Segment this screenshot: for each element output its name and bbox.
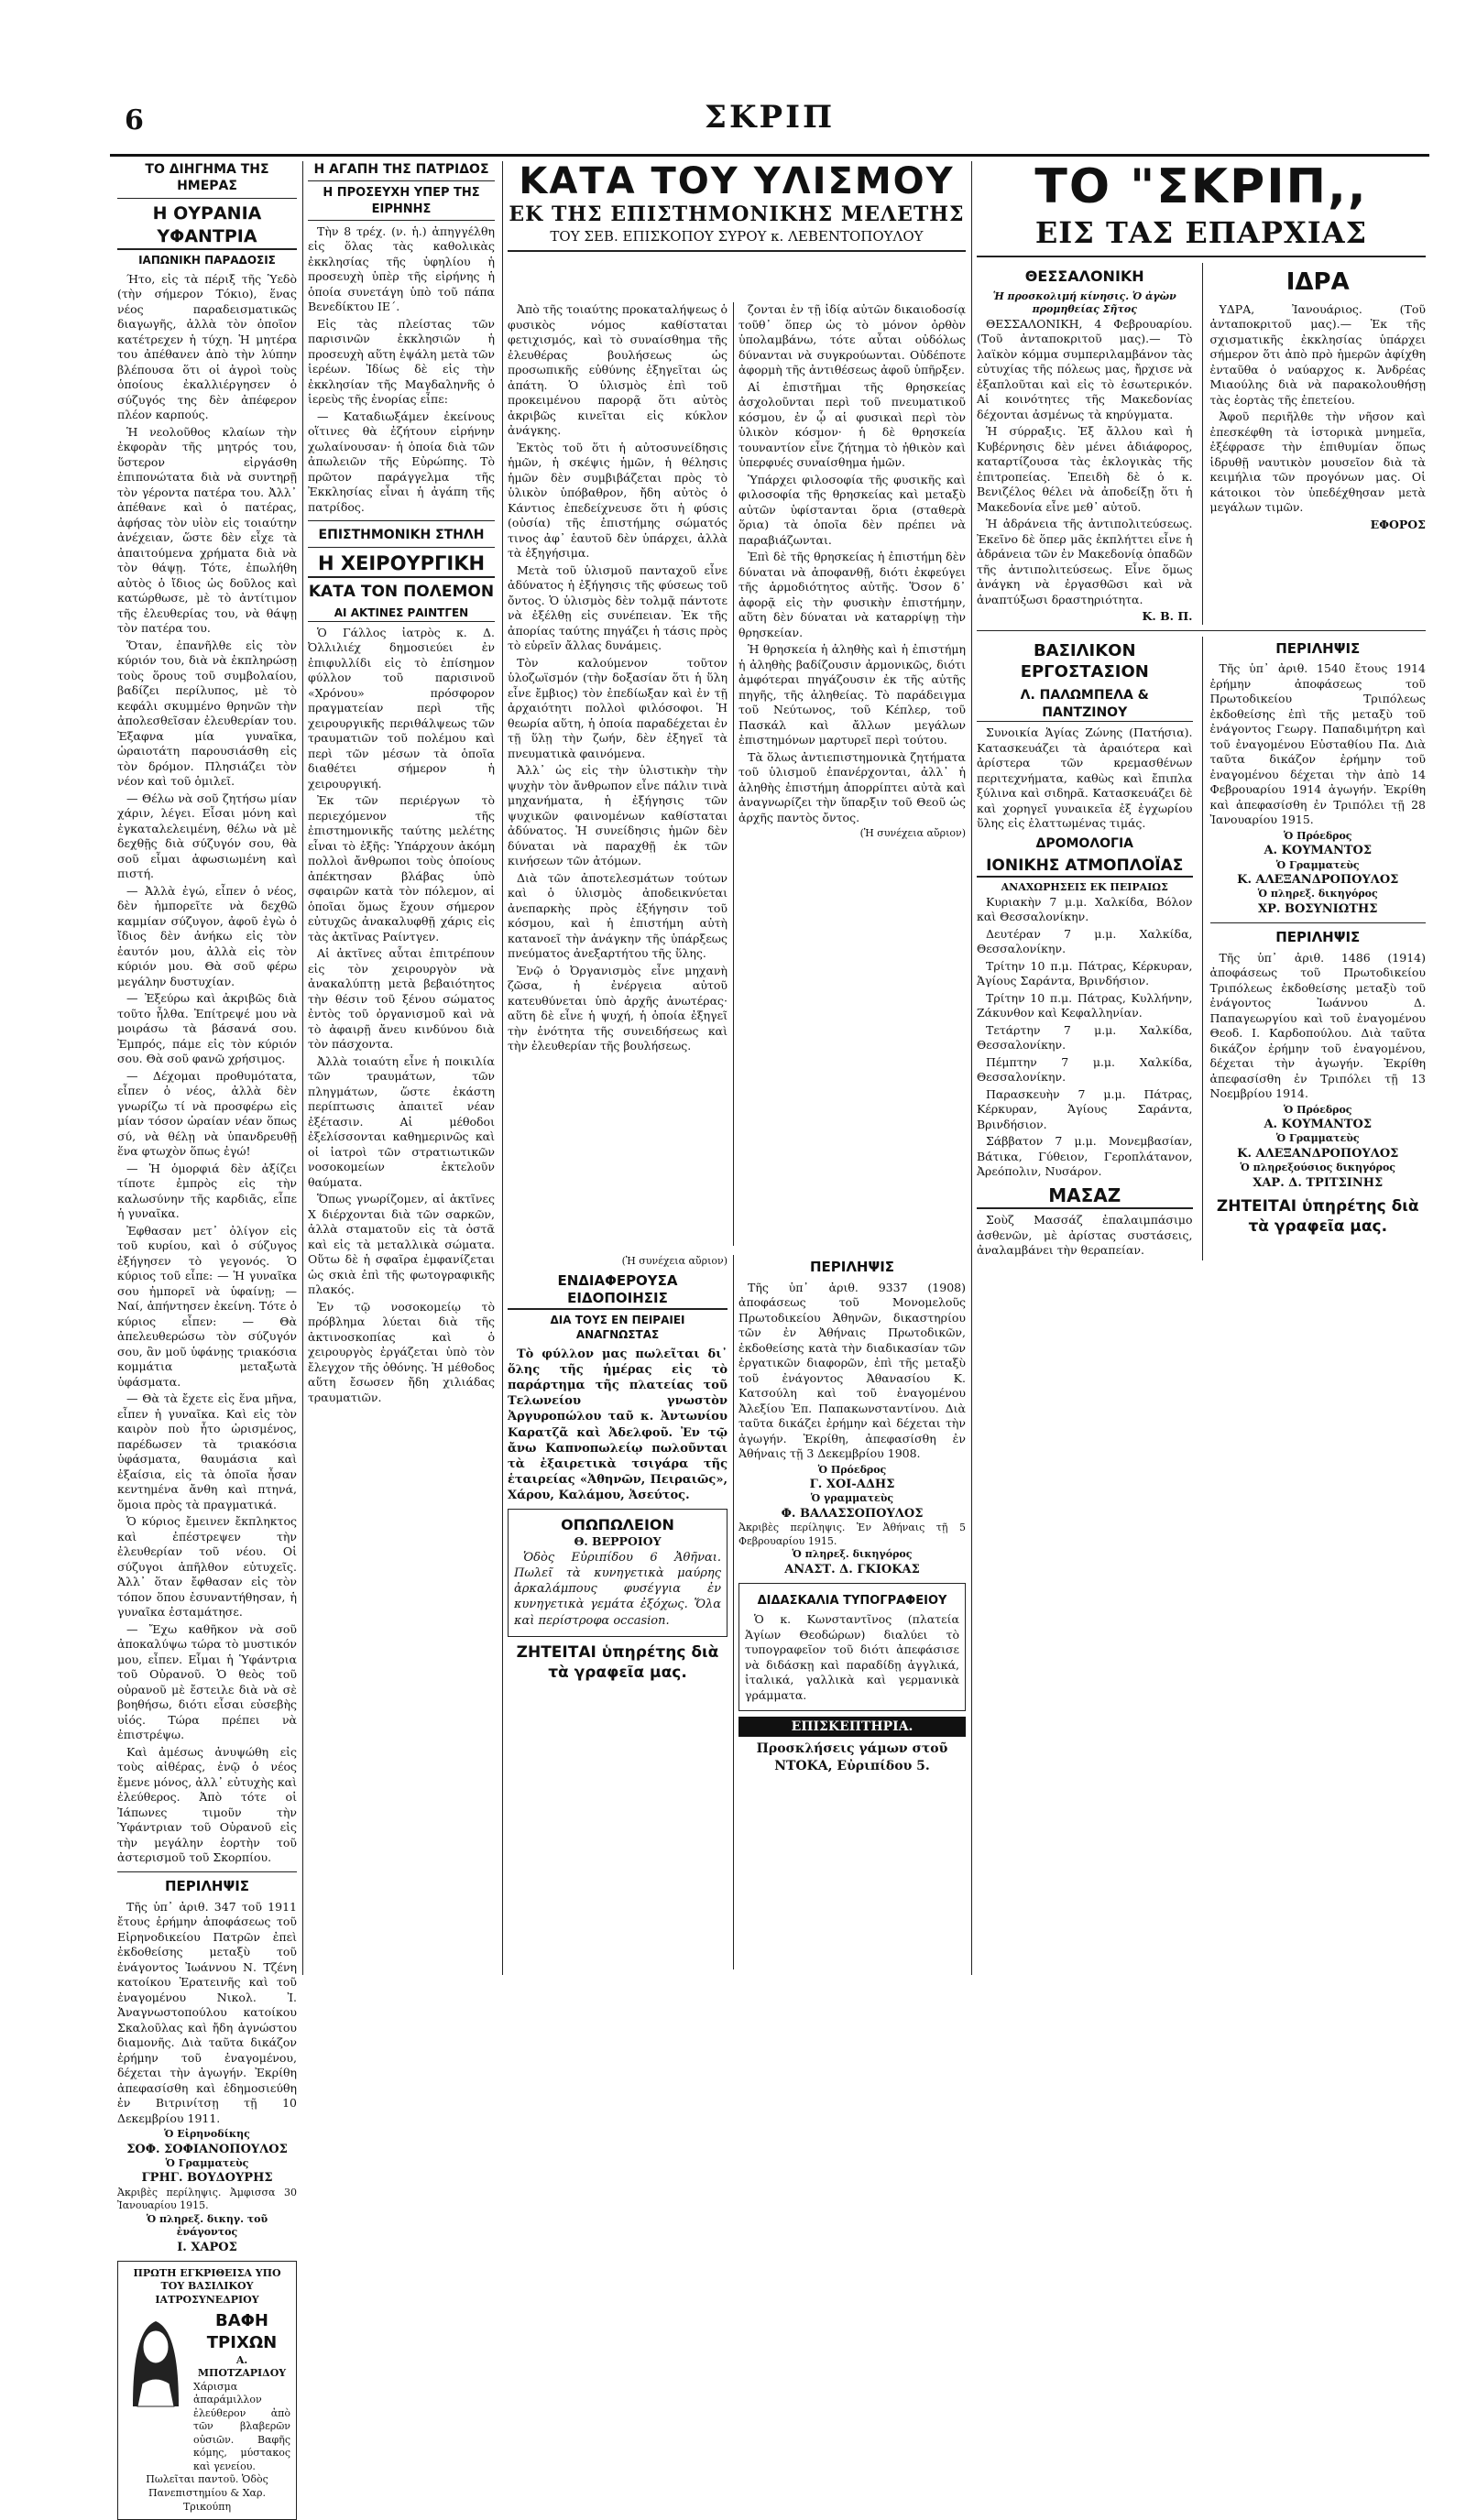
ship-line: Τρίτην 10 π.μ. Πάτρας, Κυλλήνην, Ζάκυνθον καὶ Κεφαλληνίαν. [977, 990, 1193, 1020]
materialism-subtitle: ΕΚ ΤΗΣ ΕΠΙΣΤΗΜΟΝΙΚΗΣ ΜΕΛΕΤΗΣ [509, 202, 965, 226]
peace-paragraph: — Καταδιωξάμεν ἐκείνους οἵτινες θὰ ἐζήτουν εἰρήνην χωλαίνουσαν· ἡ ὁποία διὰ τῶν ἀπωλειῶν τῆς Εὐρώπης. Τὸ πρῶτον παράγγελμα τῆς Ἐκκλησίας εἶναι ἡ ἀγάπη τῆς πατρίδος. [308, 409, 495, 514]
story-paragraph: Ήτο, εἰς τὰ πέριξ τῆς Ὑεδὸ (τὴν σήμερον Τόκιο), ἕνας νέος παραδεισματικῶς διαγωγῆς, ἀλλὰ τὸν ὁποῖον κατέτρεχεν ἡ τύχη. Ἡ μητέρα του ἀπέθανεν ἀπὸ τὴν λύπην βλέπουσα ὅτι οἱ ἀγροὶ τοὺς ὁποίους ἐκαλλιέργησεν ὁ σύζυγός της δὲν ἀπέφερον πλέον καρπούς. [117, 271, 297, 422]
story-paragraph: — Ἔχω καθῆκον νὰ σοῦ ἀποκαλύψω τώρα τὸ μυστικόν μου, εἶπεν. Εἶμαι ἡ Ὑφάντρια τοῦ Οὐρανοῦ. Ὁ θεὸς τοῦ οὐρανοῦ μὲ ἔστειλε διὰ νὰ σὲ βοηθήσω, διότι εἶσαι εὐσεβὴς υἱός. Τώρα πρέπει νὰ ἐπιστρέψω. [117, 1621, 297, 1742]
notice-head: ΠΕΡΙΛΗΨΙΣ [1275, 639, 1361, 657]
signature-name: Κ. ΑΛΕΞΑΝΔΡΟΠΟΥΛΟΣ [1237, 873, 1399, 888]
column-provinces [977, 161, 1426, 1966]
ship-line: Πέμπτην 7 μ.μ. Χαλκίδα, Θεσσαλονίκην. [977, 1054, 1193, 1085]
science-section-head: ΕΠΙΣΤΗΜΟΝΙΚΗ ΣΤΗΛΗ [308, 527, 495, 547]
xray-subtitle: ΑΙ ΑΚΤΙΝΕΣ ΡΑΙΝΤΓΕΝ [308, 606, 495, 622]
story-paragraph: Καὶ ἀμέσως ἀνυψώθη εἰς τοὺς αἰθέρας, ἐνῷ ὁ νέος ἔμενε μόνος, ἀλλ᾽ εὐτυχὴς καὶ ἐλεύθερος. Ἀπὸ τότε οἱ Ἰάπωνες τιμοῦν τὴν Ὑφάντριαν τοῦ Οὐρανοῦ εἰς τὴν μεγάλην ἑορτὴν τοῦ ἀστερισμοῦ τοῦ Σκορπίου. [117, 1744, 297, 1865]
opwl-ad [508, 1509, 728, 1636]
typo-head: ΔΙΔΑΣΚΑΛΙΑ ΤΥΠΟΓΡΑΦΕΙΟΥ [757, 1593, 947, 1608]
materialism-paragraph: ζονται ἐν τῇ ἰδίᾳ αὐτῶν δικαιοδοσίᾳ τοῦθ᾽ ὅπερ ὡς τὸ μόνον ὀρθὸν ὑπολαμβάνω, τότε αὗται οὐδόλως δύνανται νὰ συγκρούωνται. Οὐδέποτε ἀφορμὴ τῆς ἀντιθέσεως ἀφοῦ ὑπῆρξεν. [738, 302, 966, 376]
signature-name: Α. ΚΟΥΜΑΝΤΟΣ [1264, 1118, 1373, 1132]
ship-title: ΙΟΝΙΚΗΣ ΑΤΜΟΠΛΟΪΑΣ [977, 856, 1193, 878]
info-title: ΔΙΑ ΤΟΥΣ ΕΝ ΠΕΙΡΑΙΕΙ ΑΝΑΓΝΩΣΤΑΣ [550, 1314, 685, 1341]
city-sub: Ἡ προσκολιμή κίνησις. Ὁ ἀγὼν προμηθείας Σῆτος [992, 289, 1176, 316]
signature: Ὁ Πρόεδρος [817, 1463, 887, 1476]
story-paragraph: — Θέλω νὰ σοῦ ζητήσω μίαν χάριν, λέγει. Εἶσαι μόνη καὶ ἐγκαταλελειμένη, θέλω νὰ μὲ δεχθῇς διὰ σύζυγόν σου, θὰ σοῦ εἶμαι ἀφωσιωμένη καὶ πιστή. [117, 791, 297, 881]
notice-head: ΠΕΡΙΛΗΨΙΣ [164, 1877, 250, 1894]
signature-name: ΑΝΑΣΤ. Δ. ΓΚΙΟΚΑΣ [784, 1562, 920, 1576]
materialism-paragraph: Μετὰ τοῦ ὑλισμοῦ πανταχοῦ εἶνε ἀδύνατος ἡ ἐξήγησις τῆς φύσεως τοῦ ὄντος. Ὁ ὑλισμὸς δὲν τολμᾷ πάντοτε νὰ ἐξέλθῃ εἰς συνέπειαν. Ἐκ τῆς ἀπορίας ταύτης πηγάζει ἡ τάσις πρὸς τὸ εὑρεῖν ἄλλας δυνάμεις. [508, 562, 728, 652]
opwl-name: Θ. ΒΕΡΡΟΙΟΥ [574, 1534, 662, 1549]
signature-name: ΧΑΡ. Δ. ΤΡΙΤΣΙΝΗΣ [1253, 1175, 1384, 1190]
column-peace [308, 161, 495, 1966]
factory-owners: Λ. ΠΑΛΩΜΠΕΛΑ & ΠΑΝΤΖΙΝΟΥ [977, 687, 1193, 722]
opwl-head: ΟΠΩΠΩΛΕΙΟΝ [561, 1516, 674, 1534]
signature-name: Γ. ΧΟΙ-ΑΔΗΣ [809, 1478, 895, 1492]
signature: Ὁ Γραμματεὺς [1275, 1132, 1360, 1145]
materialism-header [508, 161, 966, 299]
typography-notice [738, 1583, 966, 1711]
ad-text: Χάρισμα ἀπαράμιλλον ἐλεύθερον ἀπὸ τῶν βλαβερῶν οὐσιῶν. Βαφῆς κόμης, μύστακος καὶ γενείου. [193, 2380, 290, 2472]
signature-name: Α. ΚΟΥΜΑΝΤΟΣ [1264, 844, 1373, 858]
wanted-ad: ΖΗΤΕΙΤΑΙ ὑπηρέτης διὰ τὰ γραφεῖα μας. [1216, 1196, 1419, 1237]
city-thessaloniki: ΘΕΣΣΑΛΟΝΙΚΗ [1024, 267, 1144, 286]
city-signature: Κ. Β. Π. [1142, 609, 1193, 624]
signature: Ὁ Εἰρηνοδίκης [164, 2128, 250, 2141]
story-paragraph: Ἡ νεολοῦθος κλαίων τὴν ἐκφορὰν τῆς μητρός του, ὕστερον εἰργάσθη ἐπιπονώτατα διὰ νὰ συντηρῇ τὸν γέροντα πατέρα του. Ἀλλ᾽ ἀπέθανε καὶ ὁ πατέρας, ἀφήσας τὸν υἱὸν εἰς τοιαύτην ἀνέχειαν, ὥστε δὲν εἶχε τὰ ἀπαιτούμενα χρήματα διὰ νὰ τὸν θάψῃ. Τότε, ἐπωλήθη αὐτὸς ὁ ἴδιος ὡς δοῦλος καὶ κατώρθωσε, μὲ τὸ ἀντίτιμον τῆς ἐλευθερίας του, νὰ θάψῃ τὸν πατέρα του. [117, 424, 297, 636]
ship-sub: ΑΝΑΧΩΡΗΣΕΙΣ ΕΚ ΠΕΙΡΑΙΩΣ [1001, 881, 1168, 894]
ship-line: Κυριακὴν 7 μ.μ. Χαλκίδα, Βόλον καὶ Θεσσαλονίκην. [977, 894, 1193, 924]
signature: Ὁ Γραμματεὺς [165, 2156, 249, 2169]
signature-name: Ι. ΧΑΡΟΣ [177, 2240, 237, 2254]
factory-text: Συνοικία Ἁγίας Ζώνης (Πατήσια). Κατασκευάζει τὰ ἀραιότερα καὶ ἀρίστερα τῶν κρεμασθένων περιτεχνήματα, καθὼς καὶ ἔπιπλα ξύλινα καὶ σιδηρᾶ. Κατασκευάζει δὲ καὶ χορηγεῖ γυναικεῖα ἐξ ἐγχωρίου ὕλης εἰς ἐλαττωμένας τιμάς. [977, 725, 1193, 830]
ship-line: Τρίτην 10 π.μ. Πάτρας, Κέρκυραν, Ἁγίους Σαράντα, Βρινδήσιον. [977, 958, 1193, 988]
signature: Ὁ πληρεξ. δικηγ. τοῦ ἐνάγοντος [146, 2212, 268, 2239]
city-paragraph: ΘΕΣΣΑΛΟΝΙΚΗ, 4 Φεβρουαρίου. (Τοῦ ἀνταποκριτοῦ μας).— Τὸ λαϊκὸν κόμμα συμπεριλαμβάνον τὰς εὐτυχίας τῆς πόλεως μας, ἤρχισε νὰ ἐξαπλοῦται καὶ εἰς τὸ ἐσωτερικόν. Αἱ κοινότητες τῆς Μακεδονίας δέχονται ἀσμένως τὰ κηρύγματα. [977, 316, 1193, 421]
info-text: Τὸ φύλλον μας πωλεῖται δι᾽ ὅλης τῆς ἡμέρας εἰς τὸ παράρτημα τῆς πλατείας τοῦ Τελωνείου γνωστὸν Ἀργυροπώλου ταῦ κ. Ἀντωνίου Καρατζᾶ καὶ Ἀδελφοῦ. Ἐν τῷ ἄνω Καπνοπωλείῳ πωλοῦνται τὰ ἐξαιρετικὰ τσιγάρα τῆς ἑταιρείας «Ἀθηνῶν, Πειραιῶς», Χάρου, Καλάμου, Ἀσεύτος. [508, 1347, 728, 1503]
surgery-paragraph: Ἐκ τῶν περιέργων τὸ περιεχόμενον τῆς ἐπιστημονικῆς ταύτης μελέτης εἶναι τὸ ἑξῆς: Ὑπάρχουν ἀκόμη πολλοὶ ἄνθρωποι τοὺς ὁποίους ἀπέκτησαν βλάβας ὑπὸ σφαιρῶν κατὰ τὸν πόλεμον, αἱ ὁποῖαι ὅμως ἔχουν σήμερον εὐτυχῶς ἀνακαλυφθῇ χάρις εἰς τὰς ἀκτῖνας Ραίντγεν. [308, 793, 495, 944]
ship-line: Τετάρτην 7 μ.μ. Χαλκίδα, Θεσσαλονίκην. [977, 1022, 1193, 1053]
visit-text: Προσκλήσεις γάμων στοῦ ΝΤΟΚΑ, Εὐριπίδου 5. [756, 1741, 948, 1773]
surgery-paragraph: Ὅπως γνωρίζομεν, αἱ ἀκτῖνες Χ διέρχονται διὰ τῶν σαρκῶν, ἀλλὰ σταματοῦν εἰς τὰ ὀστᾶ καὶ εἰς τὰ μεταλλικὰ σώματα. Οὕτω δὲ ἡ σφαῖρα ἐμφανίζεται ὡς σκιὰ ἐπὶ τῆς φωτογραφικῆς πλακός. [308, 1192, 495, 1297]
peace-paragraph: Τὴν 8 τρέχ. (ν. ἡ.) ἀπηγγέλθη εἰς ὅλας τὰς καθολικὰς ἐκκλησίας τῆς ὑφηλίου ἡ προσευχὴ ὑπὲρ τῆς εἰρήνης ἡ ὁποία συνετάγη ὑπὸ τοῦ πάπα Βενεδίκτου ΙΕ΄. [308, 224, 495, 314]
massage-title: ΜΑΣΑΖ [977, 1184, 1193, 1209]
wanted-ad: ΖΗΤΕΙΤΑΙ ὑπηρέτης διὰ τὰ γραφεῖα μας. [516, 1642, 719, 1683]
continued-note: (Ἡ συνέχεια αὔριον) [621, 1255, 728, 1267]
surgery-subtitle: ΚΑΤΑ ΤΟΝ ΠΟΛΕΜΟΝ [308, 583, 495, 602]
notice-date: Ἀκριβὲς περίληψις. Ἀμφισσα 30 Ἰανουαρίου 1915. [117, 2186, 297, 2212]
column-materialism-left [508, 302, 728, 1246]
signature: Ὁ Πρόεδρος [1283, 1103, 1352, 1116]
city-paragraph: Ἀφοῦ περιῆλθε τὴν νῆσον καὶ ἐπεσκέφθη τὰ ἱστορικὰ μνημεῖα, ἐξέφρασε τὴν ἐπιθυμίαν ὅπως ἱδρυθῇ ναυτικὸν μουσεῖον διὰ τὰ κειμήλια τῶν προγόνων μας. Οἱ κάτοικοι τὸν ὑπεδέχθησαν μετὰ μεγάλων τιμῶν. [1209, 409, 1426, 515]
visit-head: ΕΠΙΣΚΕΠΤΗΡΙΑ. [738, 1717, 966, 1737]
materialism-paragraph: Τὰ ὅλως ἀντιεπιστημονικὰ ζητήματα τοῦ ὑλισμοῦ ἐπανέρχονται, ἀλλ᾽ ἡ ἀληθὴς ἐπιστήμη ἀπορρίπτει αὐτὰ καὶ ἀναγνωρίζει τὴν ὕπαρξιν τοῦ Θεοῦ ὡς ἀρχῆς παντὸς ὄντος. [738, 749, 966, 824]
ad-head: ΠΡΩΤΗ ΕΓΚΡΙΘΕΙΣΑ ΥΠΟ ΤΟΥ ΒΑΣΙΛΙΚΟΥ ΙΑΤΡΟΣΥΝΕΔΡΙΟΥ [133, 2266, 281, 2306]
materialism-paragraph: Ὑπάρχει φιλοσοφία τῆς φυσικῆς καὶ φιλοσοφία τῆς θρησκείας καὶ μεταξὺ αὐτῶν ὑφίστανται ὅρια (σταθερὰ ὅρια) τὰ ὁποῖα δὲν πρέπει νὰ παραβιάζωνται. [738, 472, 966, 547]
column-story [117, 161, 297, 2513]
city-paragraph: Ἡ σύρραξις. Ἐξ ἄλλου καὶ ἡ Κυβέρνησις δὲν μένει ἀδιάφορος, καταρτίζουσα τὰς ἐκλογικὰς τῆς ἐπιτροπείας. Ἐπειδὴ δὲ ὁ κ. Βενιζέλος θέλει νὰ ἀποδείξῃ ὅτι ἡ Μακεδονία εἶνε μεθ᾽ αὐτοῦ. [977, 424, 1193, 514]
woman-portrait-icon [124, 2310, 188, 2411]
provinces-subtitle: ΕΙΣ ΤΑΣ ΕΠΑΡΧΙΑΣ [977, 213, 1426, 257]
story-paragraph: — Δέχομαι προθυμότατα, εἶπεν ὁ νέος, ἀλλὰ δὲν γνωρίζω τί νὰ προσφέρω εἰς μίαν τόσον ὡραίαν νέαν ὅπως σύ, νὰ θέλῃ νὰ ὑπανδρευθῇ ἕνα φτωχὸν ὅπως ἐγώ! [117, 1068, 297, 1159]
signature-name: Φ. ΒΑΛΑΣΣΟΠΟΥΛΟΣ [781, 1506, 924, 1521]
story-paragraph: — Ἀλλὰ ἐγώ, εἶπεν ὁ νέος, δὲν ἠμπορεῖτε νὰ δεχθῶ καμμίαν σύζυγον, ἀφοῦ ἐγὼ ὁ ἴδιος δὲν ἀνήκω εἰς τὸν ἑαυτόν μου, ἀλλὰ εἰς τὸν κύριόν μου. Θὰ σοῦ φέρω μεγάλην δυστυχίαν. [117, 883, 297, 988]
page-number: 6 [125, 104, 144, 136]
materialism-paragraph: Αἱ ἐπιστῆμαι τῆς θρησκείας ἀσχολοῦνται περὶ τοῦ πνευματικοῦ κόσμου, ἐν ᾧ αἱ φυσικαὶ περὶ τὸν ὑλικὸν κόσμον· ἡ δὲ θρησκεία τουναντίον εἶνε ζήτημα τὸ ἠθικὸν καὶ ὑπερφυές συναίσθημα ἡμῶν. [738, 379, 966, 469]
ship-line: Σάββατον 7 μ.μ. Μονεμβασίαν, Βάτικα, Γύθειον, Γεροπλάτανον, Ἀρεόπολιν, Νυσάρον. [977, 1134, 1193, 1179]
opwl-text: Ὁδὸς Εὐριπίδου 6 Ἀθῆναι. Πωλεῖ τὰ κυνηγετικὰ μαύρης ἀρκαλάμπους φυσέγγια ἐν κυνηγετικὰ γεμάτα ἐξόχως. Ὅλα καὶ περίστροφα occasion. [514, 1550, 721, 1628]
story-paragraph: Ἐφθασαν μετ᾽ ὀλίγον εἰς τοῦ κυρίου, καὶ ὁ σύζυγος ἐξήγησεν τὸ γεγονός. Ὁ κύριος τοῦ εἶπε: — Ἡ γυναῖκα σου ἠμπορεῖ νὰ ὑφαίνῃ; — Ναί, ἀπήντησεν ἐκείνη. Τότε ὁ κύριος εἶπεν: — Θὰ ἀπελευθερώσω τὸν σύζυγόν σου, ἂν μοῦ ὑφάνῃς τριακόσια κομμάτια μεταξωτὰ ὑφάσματα. [117, 1223, 297, 1389]
factory-title: ΒΑΣΙΛΙΚΟΝ ΕΡΓΟΣΤΑΣΙΟΝ [1020, 640, 1149, 682]
materialism-paragraph: Ἐκτὸς τοῦ ὅτι ἡ αὐτοσυνείδησις ἡμῶν, ἡ σκέψις ἡμῶν, ἡ θέλησις ἡμῶν δὲν συμβιβάζεται πρὸς τὸ ὑλικὸν ὑπόβαθρον, ἤδη αὐτὸς ὁ Κάντιος ἐπεδείχνευσε ὅτι ἡ φύσις (οὐσία) τῆς ἐπιστήμης σώματός τινος ἀφ᾽ ἑαυτοῦ δὲν ὑπάρχει, ἀλλὰ τὰ ἐξηγήσιμα. [508, 440, 728, 560]
notice-text: Τῆς ὑπ᾽ ἀριθ. 9337 (1908) ἀποφάσεως τοῦ Μονομελοῦς Πρωτοδικείου Ἀθηνῶν, δικαστηρίου τῶν ἐν Ἀθήναις Πρωτοδικῶν, ἐκδοθείσης κατὰ τὴν διαδικασίαν τῶν ἐργατικῶν διαφορῶν, ἐπὶ τῆς μεταξὺ τοῦ ἐνάγοντος Ἀθανασίου Κ. Κατσούλη καὶ τοῦ ἐναγομένου Ἀλεξίου Ἐπ. Παπακωνσταντίνου. Διὰ ταῦτα δικάζει ἐρήμην καὶ δέχεται τὴν ἀγωγήν. Ἐκρίθη, ἀπεφασίσθη ἐν Ἀθήναις τῇ 3 Δεκεμβρίου 1908. [738, 1280, 966, 1461]
notice-head: ΠΕΡΙΛΗΨΙΣ [1275, 928, 1361, 945]
materialism-paragraph: Διὰ τῶν ἀποτελεσμάτων τούτων καὶ ὁ ὑλισμὸς ἀποδεικνύεται ἀνεπαρκὴς πρὸς ἐξήγησιν τοῦ κόσμου, καὶ ἡ ἐπιστήμη αὐτὴ κατανοεῖ τὴν ἀνάγκην τῆς ὑπάρξεως πνεύματος ἀνεξαρτήτου τῆς ὕλης. [508, 870, 728, 960]
notice-text: Τῆς ὑπ᾽ ἀριθ. 1540 ἔτους 1914 ἐρήμην ἀποφάσεως τοῦ Πρωτοδικείου Τριπόλεως ἐκδοθείσης ἐπὶ τῆς μεταξὺ τοῦ ἐνάγοντος Γεωργ. Παπαδιμήτρη καὶ τοῦ ἐναγομένου Εὐσταθίου Πα. Διὰ ταῦτα δικάζον ἐρήμην τοῦ ἐναγομένου δέχεται τὴν ἀπὸ 14 Φεβρουαρίου 1914 ἀγωγήν. Ἐκρίθη καὶ ἀπεφασίσθη ἐν Τριπόλει τῇ 28 Ἰανουαρίου 1915. [1209, 661, 1426, 827]
ship-head: ΔΡΟΜΟΛΟΓΙΑ [1035, 835, 1134, 851]
story-paragraph: Ὅταν, ἐπανῆλθε εἰς τὸν κύριόν του, διὰ νὰ ἐκπληρώσῃ τοὺς ὅρους τοῦ συμβολαίου, βαδίζει περίλυπος, μὲ τὸ κεφάλι σκυμμένο θρηνῶν τὴν ἀπολεσθεῖσαν ἐλευθερίαν του. Ἐξαφνα μία γυναῖκα, ὡραιοτάτη παρουσιάσθη εἰς τὸν δρόμον. Πλησιάζει τὸν νέον καὶ τοῦ ὁμιλεῖ. [117, 638, 297, 789]
city-paragraph: Ἡ ἀδράνεια τῆς ἀντιπολιτεύσεως. Ἐκεῖνο δὲ ὅπερ μᾶς ἐκπλήττει εἶνε ἡ ἀδράνεια τῶν ἐν Μακεδονίᾳ ὀπαδῶν τῆς ἀντιπολιτεύσεως. Εἶνε ὅμως ἀνάγκη νὰ ἐργασθῶσι καὶ νὰ ἀναπτύξωσι δραστηριότητα. [977, 517, 1193, 606]
ad-title: ΒΑΦΗ ΤΡΙΧΩΝ [206, 2311, 278, 2353]
city-signature: ΕΦΟΡΟΣ [1370, 517, 1426, 531]
masthead [110, 99, 1429, 157]
ad-footer: Πωλεῖται παντοῦ. Ὁδὸς Πανεπιστημίου & Χαρ. Τρικούπη [146, 2473, 268, 2513]
materialism-title: ΚΑΤΑ ΤΟΥ ΥΛΙΣΜΟΥ [519, 160, 955, 202]
notice-text: Τῆς ὑπ᾽ ἀριθ. 347 τοῦ 1911 ἔτους ἐρήμην ἀποφάσεως τοῦ Εἰρηνοδικείου Πατρῶν ἐπεὶ ἐκδοθείσης μεταξὺ τοῦ ἐνάγοντος Ἰωάννου Ν. Τζένη κατοίκου Ἐρατεινῆς καὶ τοῦ ἐναγομένου Νικολ. Ἰ. Ἀναγνωστοπούλου κατοίκου Σκαλοῦλας καὶ ἤδη ἀγνώστου διαμονῆς. Διὰ ταῦτα δικάζον ἐρήμην τοῦ ἐναγομένου, δέχεται τὴν ἀγωγήν. Ἐκρίθη ἀπεφασίσθη καὶ ἐδημοσιεύθη ἐν Βιτρινίτσῃ τῇ 10 Δεκεμβρίου 1911. [117, 1899, 297, 2125]
signature: Ὁ πληρεξούσιος δικηγόρος [1240, 1162, 1395, 1174]
signature: Ὁ Πρόεδρος [1283, 829, 1352, 842]
column-notices-left [508, 1255, 728, 1969]
materialism-paragraph: Ἀλλ᾽ ὡς εἰς τὴν ὑλιστικὴν τὴν ψυχὴν τὸν ἄνθρωπον εἶνε πάλιν τινὰ μηχανήματα, ἡ ἐξήγησις τῶν ψυχικῶν φαινομένων καθίσταται ἀδύνατος. Ἡ συνείδησις ἡμῶν δὲν δύναται νὰ παραχθῇ ἐκ τῶν κινήσεων τῶν ἀτόμων. [508, 763, 728, 867]
massage-text: Σοὺζ Μασσάζ ἐπαλαιμπάσιμο ἀσθενῶν, μὲ ἀρίστας συστάσεις, ἀναλαμβάνει τὴν θεραπείαν. [977, 1213, 1193, 1258]
story-paragraph: — Θὰ τὰ ἔχετε εἰς ἕνα μῆνα, εἶπεν ἡ γυναῖκα. Καὶ εἰς τὸν καιρὸν ποὺ ἦτο ὡρισμένος, παρέδωσεν τὰ τριακόσια ὑφάσματα, θαυμάσια καὶ ἐξαίσια, εἰς τὰ ὁποῖα ἦσαν κεντημένα ἄνθη καὶ πτηνά, ὅμοια πρὸς τὰ πραγματικά. [117, 1391, 297, 1511]
typo-text: Ὁ κ. Κωνσταντῖνος (πλατεία Ἁγίων Θεοδώρων) διαλύει τὸ τυπογραφεῖον τοῦ διότι ἀπεφάσισε νὰ διδάσκῃ καὶ παραδίδῃ ἀγγλικά, ἰταλικά, γαλλικὰ καὶ γερμανικὰ γράμματα. [745, 1612, 959, 1702]
signature: Ὁ πληρεξ. δικηγόρος [1257, 888, 1378, 900]
ship-line: Παρασκευὴν 7 μ.μ. Πάτρας, Κέρκυραν, Ἁγίους Σαράντα, Βρινδήσιον. [977, 1086, 1193, 1131]
surgery-paragraph: Αἱ ἀκτῖνες αὗται ἐπιτρέπουν εἰς τὸν χειρουργὸν νὰ ἀνακαλύπτῃ μετὰ βεβαιότητος τὴν θέσιν τοῦ ξένου σώματος ἐντὸς τοῦ ὀργανισμοῦ καὶ νὰ τὸ ἀφαιρῇ ἄνευ κινδύνου διὰ τὸν πάσχοντα. [308, 946, 495, 1052]
signature-name: ΓΡΗΓ. ΒΟΥΔΟΥΡΗΣ [141, 2171, 273, 2186]
notice-head: ΠΕΡΙΛΗΨΙΣ [809, 1259, 895, 1275]
column-materialism-right [738, 302, 966, 1246]
city-hydra: ΙΔΡΑ [1285, 268, 1350, 297]
column-notices-right [738, 1255, 966, 1969]
materialism-paragraph: Ἀπὸ τῆς τοιαύτης προκαταλήψεως ὁ φυσικὸς νόμος καθίσταται φετιχισμός, καὶ τὸ συναίσθημα τῆς ἐλευθέρας βουλήσεως ὡς προσωπικῆς εὐθύνης ἐξηγεῖται ὡς ἀπάτη. Ὁ ὑλισμὸς ἐπὶ τοῦ προκειμένου παρορᾷ ὅτι αὐτὸς ἀκριβῶς κινεῖται εἰς κύκλον ἀνάγκης. [508, 302, 728, 437]
notice-text: Τῆς ὑπ᾽ ἀριθ. 1486 (1914) ἀποφάσεως τοῦ Πρωτοδικείου Τριπόλεως ἐκδοθείσης μεταξὺ τοῦ ἐνάγοντος Ἰωάννου Δ. Παπαγεωργίου καὶ τοῦ ἐναγομένου Θεοδ. Ι. Καρδοπούλου. Διὰ ταῦτα δικάζον ἐρήμην τοῦ ἐναγομένου, δέχεται τὴν ἀγωγήν. Ἐκρίθη ἀπεφασίσθη ἐν Τριπόλει τῇ 13 Νοεμβρίου 1914. [1209, 950, 1426, 1101]
notice-date: Ἀκριβὲς περίληψις. Ἐν Ἀθήναις τῇ 5 Φεβρουαρίου 1915. [738, 1522, 966, 1547]
materialism-paragraph: Ἐνῷ ὁ Ὀργανισμὸς εἶνε μηχανὴ ζῶσα, ἡ ἐνέργεια αὐτοῦ κατευθύνεται ὑπὸ ἀρχῆς ἀνωτέρας· αὕτη δὲ εἶνε ἡ ψυχή, ἡ ὁποία ἐξηγεῖ τὴν ἑνότητα τῆς συνειδήσεως καὶ τὴν ἐλευθερίαν τῆς βουλήσεως. [508, 963, 728, 1053]
hair-dye-ad [117, 2261, 297, 2520]
city-paragraph: ΥΔΡΑ, Ἰανουάριος. (Τοῦ ἀνταποκριτοῦ μας).— Ἐκ τῆς σχισματικῆς ἐκκλησίας ὑπάρχει σήμερον ὅτι ἀπὸ πρὸ ἡμερῶν ἀφίχθη ἐνταῦθα ὁ ναύαρχος κ. Ἀνδρέας Μιαούλης διὰ νὰ παρακολουθήσῃ τὰς ἑορτὰς τῆς ἐπετείου. [1209, 301, 1426, 407]
signature: Ὁ Γραμματεὺς [1275, 858, 1360, 871]
newspaper-title: ΣΚΡΙΠ [704, 99, 836, 136]
story-section-head: ΤΟ ΔΙΗΓΗΜΑ ΤΗΣ ΗΜΕΡΑΣ [117, 161, 297, 199]
materialism-paragraph: Ἐπὶ δὲ τῆς θρησκείας ἡ ἐπιστήμη δὲν δύναται νὰ ἀποφανθῇ, διότι ἐκφεύγει τῆς ἀρμοδιότητος αὐτῆς. Ὅσον δ᾽ ἀφορᾷ εἰς τὴν φυσικὴν ἐπιστήμην, αὕτη δὲν δύναται νὰ καταρρίψῃ τὴν θρησκείαν. [738, 550, 966, 639]
ad-maker: Α. ΜΠΟΤΖΑΡΙΔΟΥ [197, 2353, 287, 2380]
continued-note: (Ἡ συνέχεια αὔριον) [859, 827, 966, 839]
ship-line: Δευτέραν 7 μ.μ. Χαλκίδα, Θεσσαλονίκην. [977, 926, 1193, 956]
materialism-author: ΤΟΥ ΣΕΒ. ΕΠΙΣΚΟΠΟΥ ΣΥΡΟΥ κ. ΛΕΒΕΝΤΟΠΟΥΛΟΥ [508, 228, 966, 252]
peace-section-head: Η ΑΓΑΠΗ ΤΗΣ ΠΑΤΡΙΔΟΣ [308, 161, 495, 181]
story-subtitle: ΙΑΠΩΝΙΚΗ ΠΑΡΑΔΟΣΙΣ [138, 254, 276, 267]
story-paragraph: Ὁ κύριος ἔμεινεν ἔκπληκτος καὶ ἐπέστρεψεν τὴν ἐλευθερίαν τοῦ νέου. Οἱ σύζυγοι ἀπῆλθον εὐτυχεῖς. Ἀλλ᾽ ὅταν ἔφθασαν εἰς τὸν τόπον ὅπου ἐσυναντήθησαν, ἡ γυναῖκα ἐσταμάτησε. [117, 1514, 297, 1620]
story-paragraph: — Ἐξεύρω καὶ ἀκριβῶς διὰ τοῦτο ἦλθα. Ἐπίτρεψέ μου νὰ μοιράσω τὰ βάσανά σου. Ἐμπρός, πάμε εἰς τὸν κύριόν σου. Θὰ σοῦ φανῶ χρήσιμος. [117, 991, 297, 1066]
surgery-paragraph: Ὁ Γάλλος ἰατρὸς κ. Δ. Ὀλλιλιέχ δημοσιεύει ἐν ἐπιφυλλίδι εἰς τὸ ἐπίσημον φύλλον τοῦ παρισινοῦ «Χρόνου» πρόσφορον πραγματείαν περὶ τῆς χειρουργικῆς περιθάλψεως τῶν τραυματιῶν τοῦ πολέμου καὶ περὶ τῶν μέσων τὰ ὁποῖα διαθέτει σήμερον ἡ χειρουργική. [308, 625, 495, 791]
signature-name: ΣΟΦ. ΣΟΦΙΑΝΟΠΟΥΛΟΣ [126, 2142, 288, 2156]
signature-name: Κ. ΑΛΕΞΑΝΔΡΟΠΟΥΛΟΣ [1237, 1146, 1399, 1161]
peace-title: Η ΠΡΟΣΕΥΧΗ ΥΠΕΡ ΤΗΣ ΕΙΡΗΝΗΣ [308, 185, 495, 220]
surgery-paragraph: Ἐν τῷ νοσοκομείῳ τὸ πρόβλημα λύεται διὰ τῆς ἀκτινοσκοπίας καὶ ὁ χειρουργὸς ἐργάζεται ὑπὸ τὸν ἔλεγχον τῆς ὀθόνης. Ἡ μέθοδος αὕτη ἔσωσεν ἤδη χιλιάδας τραυματιῶν. [308, 1299, 495, 1404]
info-head: ΕΝΔΙΑΦΕΡΟΥΣΑ ΕΙΔΟΠΟΙΗΣΙΣ [508, 1272, 728, 1311]
signature: Ὁ γραμματεὺς [810, 1492, 894, 1505]
signature-name: ΧΡ. ΒΟΣΥΝΙΩΤΗΣ [1258, 901, 1378, 916]
peace-paragraph: Εἰς τὰς πλείστας τῶν παρισινῶν ἐκκλησιῶν ἡ προσευχὴ αὕτη ἐψάλη μετὰ τῶν ἱερέων. Ἰδίως δὲ εἰς τὴν ἐκκλησίαν τῆς Μαγδαληνῆς ὁ ἱερεὺς τῆς ἐνορίας εἶπε: [308, 316, 495, 407]
materialism-paragraph: Τὸν καλούμενον τοῦτον ὑλοζωϊσμόν (τὴν δοξασίαν ὅτι ἡ ὕλη εἶνε ἔμβιος) τὸν ἐπεδίωξαν καὶ ἐν τῇ ἀρχαιότητι πολλοὶ φιλόσοφοι. Ἡ θεωρία αὕτη, ἡ ὁποία παραδέχεται ἐν τῇ ὕλῃ τὴν ζωήν, δὲν ἐξηγεῖ τὰ πνευματικὰ φαινόμενα. [508, 655, 728, 760]
materialism-paragraph: Ἡ θρησκεία ἡ ἀληθὴς καὶ ἡ ἐπιστήμη ἡ ἀληθὴς βαδίζουσιν ἀρμονικῶς, διότι ἀμφότεραι πηγάζουσιν ἐκ τῆς αὐτῆς πηγῆς, τῆς ἀληθείας. Τὸ παράδειγμα τοῦ Νεύτωνος, τοῦ Κέπλερ, τοῦ Πασκάλ καὶ ἄλλων μεγάλων ἐπιστημόνων μαρτυρεῖ περὶ τούτου. [738, 642, 966, 747]
surgery-title: Η ΧΕΙΡΟΥΡΓΙΚΗ [308, 551, 495, 579]
signature: Ὁ πληρεξ. δικηγόρος [792, 1548, 913, 1561]
surgery-paragraph: Ἀλλὰ τοιαύτη εἶνε ἡ ποικιλία τῶν τραυμάτων, τῶν πληγμάτων, ὥστε ἐκάστη περίπτωσις ἀπαιτεῖ νέαν ἐξέτασιν. Αἱ μέθοδοι ἐξελίσσονται καθημερινῶς καὶ οἱ ἰατροὶ τῶν στρατιωτικῶν νοσοκομείων ἐκτελοῦν θαύματα. [308, 1053, 495, 1189]
provinces-title: ΤΟ "ΣΚΡΙΠ,, [1034, 159, 1368, 214]
story-title: Η ΟΥΡΑΝΙΑ ΥΦΑΝΤΡΙΑ [117, 202, 297, 250]
story-paragraph: — Ἡ ὁμορφιά δὲν ἀξίζει τίποτε ἐμπρὸς εἰς τὴν καλωσύνην τῆς καρδιᾶς, εἶπε ἡ γυναῖκα. [117, 1161, 297, 1221]
